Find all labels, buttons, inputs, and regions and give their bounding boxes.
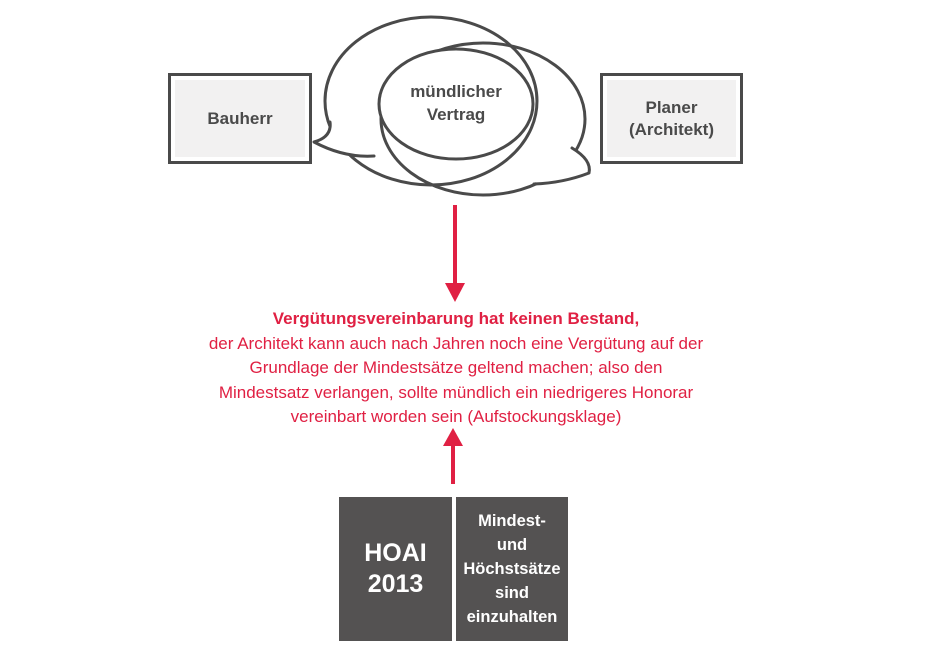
up-arrow-head xyxy=(443,428,463,446)
consequence-line: Grundlage der Mindestsätze geltend machen; also den xyxy=(249,358,663,377)
rule-line: Höchstsätze xyxy=(463,560,561,578)
planer-label-line1: Planer xyxy=(645,97,698,117)
bauherr-label: Bauherr xyxy=(175,80,305,157)
hoai-box xyxy=(339,497,452,641)
bauherr-box xyxy=(168,73,312,164)
rule-line: Mindest- xyxy=(478,512,546,530)
consequence-title: Vergütungsvereinbarung hat keinen Bestand, xyxy=(272,309,640,328)
down-arrow-head xyxy=(445,283,465,302)
right-bubble-tail xyxy=(534,148,589,184)
planer-label-line2: (Architekt) xyxy=(628,119,714,139)
speech-bubble-line2: Vertrag xyxy=(426,105,486,124)
rule-line: und xyxy=(496,536,528,554)
consequence-text xyxy=(168,307,744,430)
consequence-line: der Architekt kann auch nach Jahren noch eine Vergütung auf der xyxy=(208,333,704,353)
planer-label xyxy=(607,80,736,157)
left-bubble-tail xyxy=(314,122,374,156)
rule-line: sind xyxy=(495,584,529,602)
hoai-line2: 2013 xyxy=(367,570,424,598)
speech-bubble-line1: mündlicher xyxy=(410,82,502,101)
consequence-line: vereinbart worden sein (Aufstockungsklage) xyxy=(290,407,622,426)
rule-box xyxy=(456,497,568,641)
planer-box xyxy=(600,73,743,164)
speech-bubble-text xyxy=(376,80,536,126)
consequence-line: Mindestsatz verlangen, sollte mündlich ein niedrigeres Honorar xyxy=(218,382,694,402)
hoai-line1: HOAI xyxy=(364,539,427,567)
rule-line: einzuhalten xyxy=(466,608,558,626)
